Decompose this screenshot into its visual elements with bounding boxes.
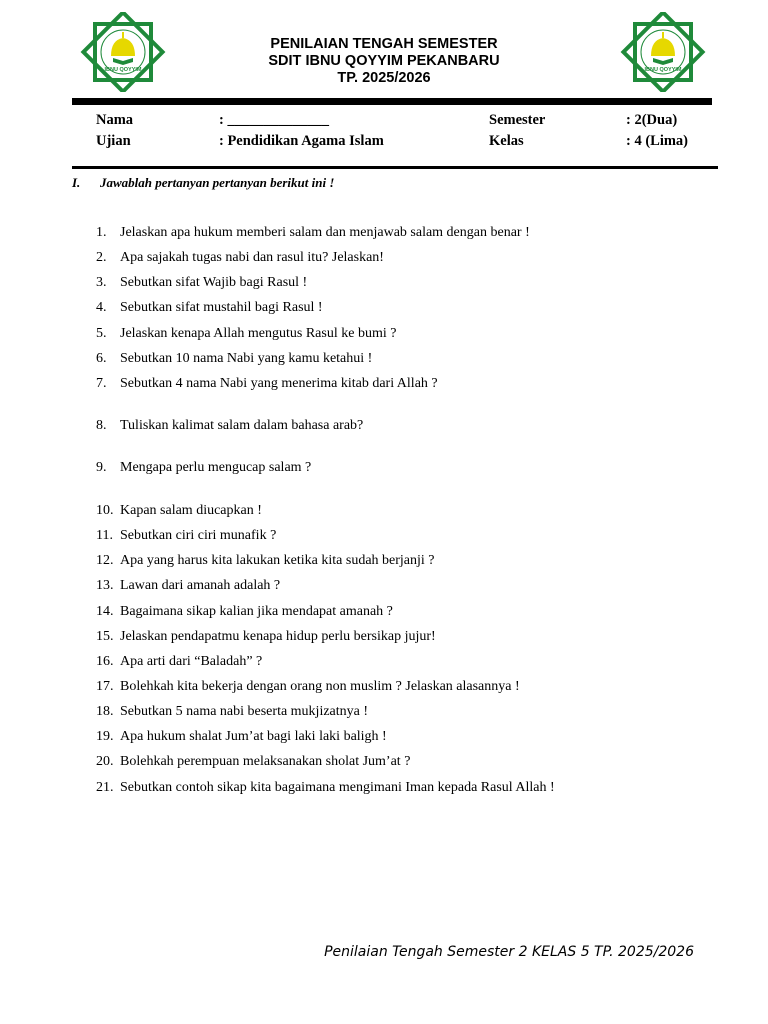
question-text: Apa arti dari “Baladah” ?	[120, 654, 263, 669]
question-text: Bolehkah kita bekerja dengan orang non muslim ? Jelaskan alasannya !	[120, 679, 520, 694]
question-number: 7.	[96, 376, 107, 391]
question-item	[96, 628, 436, 646]
question-item	[96, 527, 276, 545]
question-text: Sebutkan ciri ciri munafik ?	[120, 528, 277, 543]
question-item	[96, 249, 384, 267]
question-text: Sebutkan 5 nama nabi beserta mukjizatnya !	[120, 704, 369, 719]
semester-value: : 2(Dua)	[626, 112, 678, 128]
info-divider	[72, 166, 718, 169]
question-text: Bagaimana sikap kalian jika mendapat amanah ?	[120, 604, 393, 619]
question-item	[96, 603, 393, 621]
question-item	[96, 299, 323, 317]
question-number: 21.	[96, 780, 114, 795]
question-item	[96, 417, 363, 435]
question-number: 20.	[96, 754, 114, 769]
header-title	[200, 36, 568, 87]
question-number: 17.	[96, 679, 114, 694]
question-text: Jelaskan pendapatmu kenapa hidup perlu bersikap jujur!	[120, 629, 436, 644]
question-item	[96, 577, 280, 595]
question-number: 11.	[96, 528, 113, 543]
kelas-value: : 4 (Lima)	[626, 133, 689, 149]
question-item	[96, 375, 438, 393]
question-item	[96, 779, 555, 797]
semester-label: Semester	[489, 112, 546, 128]
kelas-label: Kelas	[489, 133, 524, 149]
question-number: 6.	[96, 351, 107, 366]
ujian-label: Ujian	[96, 133, 131, 149]
question-item	[96, 653, 262, 671]
question-number: 9.	[96, 460, 107, 475]
question-text: Jelaskan kenapa Allah mengutus Rasul ke bumi ?	[120, 326, 397, 341]
question-number: 12.	[96, 553, 114, 568]
question-number: 3.	[96, 275, 107, 290]
question-text: Apa sajakah tugas nabi dan rasul itu? Jelaskan!	[120, 250, 384, 265]
question-number: 14.	[96, 604, 114, 619]
question-text: Jelaskan apa hukum memberi salam dan menjawab salam dengan benar !	[120, 225, 530, 240]
school-logo-right	[618, 12, 708, 92]
question-number: 1.	[96, 225, 107, 240]
question-number: 18.	[96, 704, 114, 719]
question-number: 16.	[96, 654, 114, 669]
school-logo-left	[78, 12, 168, 92]
question-item	[96, 678, 520, 696]
question-number: 15.	[96, 629, 114, 644]
question-item	[96, 703, 368, 721]
svg-text:IBNU QOYYIM: IBNU QOYYIM	[644, 67, 682, 73]
ujian-value: : Pendidikan Agama Islam	[219, 133, 384, 149]
question-item	[96, 325, 396, 343]
question-number: 10.	[96, 503, 114, 518]
nama-label: Nama	[96, 112, 134, 128]
question-number: 8.	[96, 418, 107, 433]
question-item	[96, 274, 307, 292]
question-number: 13.	[96, 578, 114, 593]
question-text: Apa yang harus kita lakukan ketika kita sudah berjanji ?	[120, 553, 435, 568]
question-number: 2.	[96, 250, 107, 265]
question-text: Sebutkan contoh sikap kita bagaimana mengimani Iman kepada Rasul Allah !	[120, 780, 555, 795]
question-item	[96, 502, 262, 520]
question-text: Sebutkan 10 nama Nabi yang kamu ketahui !	[120, 351, 373, 366]
header-line-1: PENILAIAN TENGAH SEMESTER	[270, 36, 498, 52]
question-item	[96, 753, 410, 771]
question-text: Tuliskan kalimat salam dalam bahasa arab?	[120, 418, 364, 433]
question-item	[96, 224, 530, 242]
question-text: Kapan salam diucapkan !	[120, 503, 262, 518]
question-text: Sebutkan sifat Wajib bagi Rasul !	[120, 275, 308, 290]
page-footer: Penilaian Tengah Semester 2 KELAS 5 TP. 2025/2026	[324, 944, 694, 960]
question-text: Lawan dari amanah adalah ?	[120, 578, 281, 593]
question-number: 5.	[96, 326, 107, 341]
question-text: Sebutkan sifat mustahil bagi Rasul !	[120, 300, 323, 315]
header-divider-thick	[72, 98, 712, 105]
header-line-3: TP. 2025/2026	[337, 70, 431, 86]
question-item	[96, 552, 435, 570]
question-item	[96, 350, 372, 368]
header-line-2: SDIT IBNU QOYYIM PEKANBARU	[268, 53, 500, 69]
nama-value: : ______________	[219, 112, 329, 128]
section-instruction: Jawablah pertanyan pertanyan berikut ini !	[100, 175, 335, 190]
question-number: 19.	[96, 729, 114, 744]
question-text: Sebutkan 4 nama Nabi yang menerima kitab dari Allah ?	[120, 376, 438, 391]
question-text: Mengapa perlu mengucap salam ?	[120, 460, 312, 475]
question-text: Bolehkah perempuan melaksanakan sholat Jum’at ?	[120, 754, 411, 769]
section-number: I.	[72, 175, 81, 190]
question-item	[96, 459, 311, 477]
question-item	[96, 728, 387, 746]
question-number: 4.	[96, 300, 107, 315]
question-text: Apa hukum shalat Jum’at bagi laki laki baligh !	[120, 729, 387, 744]
svg-text:IBNU QOYYIM: IBNU QOYYIM	[104, 67, 142, 73]
